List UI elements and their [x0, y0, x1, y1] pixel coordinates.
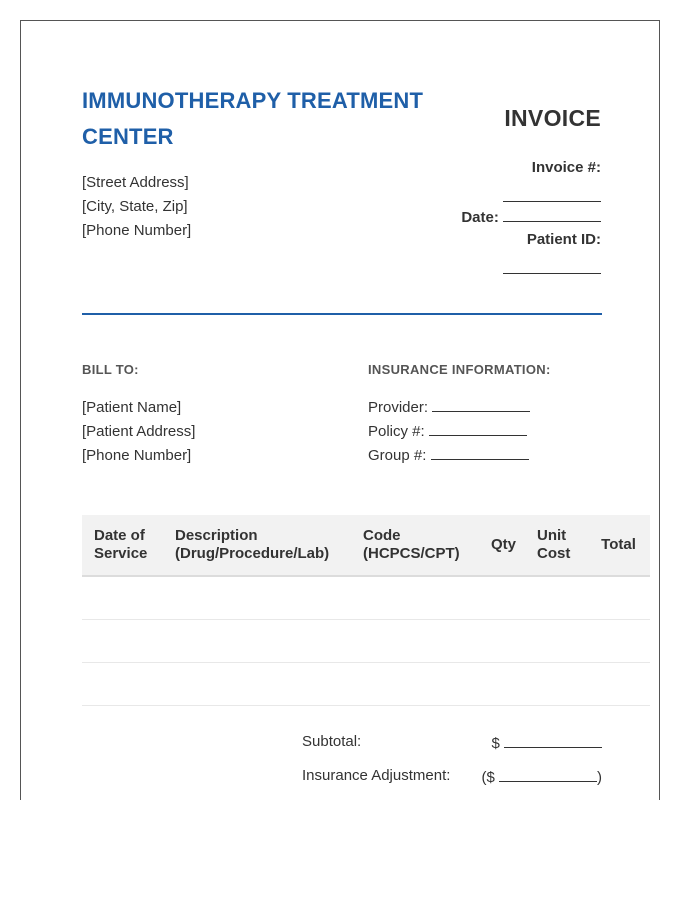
- invoice-date-row: [461, 207, 601, 226]
- table-row[interactable]: [82, 577, 650, 620]
- company-name: IMMUNOTHERAPY TREATMENT CENTER: [82, 88, 424, 149]
- table-row[interactable]: [82, 663, 650, 706]
- col-qty: Qty: [490, 536, 516, 553]
- invoice-date-label: Date:: [461, 209, 499, 226]
- patient-phone: [Phone Number]: [82, 447, 192, 464]
- insurance-heading: INSURANCE INFORMATION:: [368, 362, 551, 377]
- insurance-adjustment-label: Insurance Adjustment:: [302, 767, 451, 784]
- table-header: [82, 515, 650, 577]
- col-total: Total: [601, 536, 636, 553]
- invoice-page: [20, 20, 660, 800]
- bill-to-block: [82, 396, 195, 468]
- company-address-block: [82, 171, 191, 243]
- line-items-table: [82, 515, 650, 706]
- col-code: Code (HCPCS/CPT): [363, 527, 460, 562]
- insurance-policy-label: Policy #:: [368, 423, 425, 440]
- insurance-provider-field[interactable]: [432, 397, 530, 412]
- col-date-of-service: Date of Service: [94, 527, 148, 562]
- subtotal-field[interactable]: [504, 733, 602, 748]
- patient-id-field[interactable]: [503, 259, 601, 278]
- insurance-policy-field[interactable]: [429, 421, 527, 436]
- bill-to-heading: BILL TO:: [82, 362, 139, 377]
- insurance-policy-row: [368, 420, 530, 444]
- subtotal-value: $: [491, 733, 602, 752]
- col-unit-cost: Unit Cost: [537, 527, 571, 562]
- insurance-provider-row: [368, 396, 530, 420]
- invoice-number-label: Invoice #:: [531, 159, 601, 176]
- insurance-block: [368, 396, 530, 468]
- insurance-group-label: Group #:: [368, 447, 427, 464]
- invoice-number-field[interactable]: [503, 187, 601, 206]
- company-phone: [Phone Number]: [82, 222, 192, 239]
- header-divider: [82, 313, 602, 315]
- insurance-adjustment-field[interactable]: [499, 767, 597, 782]
- patient-name: [Patient Name]: [82, 399, 182, 416]
- invoice-title: INVOICE: [504, 105, 601, 131]
- patient-address: [Patient Address]: [82, 423, 196, 440]
- patient-id-label: Patient ID:: [526, 231, 601, 248]
- subtotal-label: Subtotal:: [302, 733, 362, 750]
- col-description: Description (Drug/Procedure/Lab): [175, 527, 330, 562]
- company-street: [Street Address]: [82, 174, 189, 191]
- insurance-provider-label: Provider:: [368, 399, 429, 416]
- insurance-adjustment-value: ($ ): [481, 769, 602, 786]
- company-city: [City, State, Zip]: [82, 198, 188, 215]
- invoice-date-field[interactable]: [503, 207, 601, 222]
- insurance-group-field[interactable]: [431, 445, 529, 460]
- insurance-group-row: [368, 444, 530, 468]
- table-row[interactable]: [82, 620, 650, 663]
